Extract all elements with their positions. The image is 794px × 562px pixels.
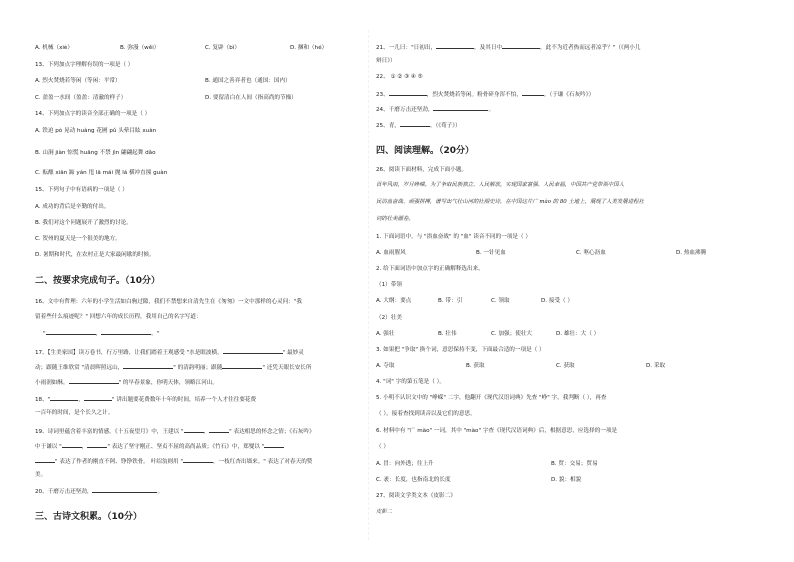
q2-part-2: （2）壮美 bbox=[376, 315, 402, 321]
q2-1-option-c: C. 领取 bbox=[491, 298, 510, 304]
q19-text-1c: " 表达相思的怀念之情；《石灰吟》 bbox=[229, 429, 315, 435]
q6-option-b: B. 贸：交易；贸易 bbox=[551, 461, 598, 467]
q17-text-2b: " 的清韵明丽；跟随 bbox=[173, 365, 223, 371]
q19-line-1 bbox=[35, 427, 315, 436]
q23-blank-1[interactable] bbox=[389, 90, 427, 96]
section-3-title: 三、古诗文积累。（10分） bbox=[35, 512, 143, 522]
q12-option-b: B. 弥漫（wěi） bbox=[120, 45, 160, 51]
q18-line-2: 一百年的时间，是个长久之计。 bbox=[35, 410, 114, 416]
q20-period: 。 bbox=[157, 489, 164, 495]
q23-text-c: 。（于谦《石灰吟》） bbox=[543, 92, 595, 98]
q21-text-1c: ，此不为近者热而远者凉乎？"（《两小儿 bbox=[540, 45, 641, 51]
section-4-title: 四、阅读理解。（20分） bbox=[376, 146, 475, 156]
q1-stem: 1. 下面词语中，与 "浴血奋战" 的 "血" 读音不同的一项是（ ） bbox=[376, 234, 531, 240]
passage-title: 皮影二 bbox=[376, 509, 393, 515]
q2-2-option-d: D. 雄壮：大（ ） bbox=[556, 331, 600, 337]
q19-blank-6[interactable] bbox=[35, 457, 55, 463]
q17-text-3b: " 的早春景象，你明天体，领略江河山。 bbox=[118, 380, 219, 386]
q19-text-3b: ，一枝红杏出墙来。" 表达了对春天的赞 bbox=[212, 459, 313, 465]
q6-option-d: D. 貌：相貌 bbox=[551, 477, 582, 483]
q2-1-option-d: D. 接受（ ） bbox=[541, 298, 574, 304]
q17-text-3: 小雨润如酥， bbox=[35, 380, 69, 386]
q19-blank-4[interactable] bbox=[87, 442, 107, 448]
q3-option-b: B. 获取 bbox=[466, 363, 485, 369]
q16-blank-2[interactable] bbox=[101, 329, 151, 335]
q1-option-c: C. 呕心沥血 bbox=[576, 250, 606, 256]
q23-blank-2[interactable] bbox=[522, 90, 544, 96]
q17-text-1b: " 最妙灵 bbox=[282, 350, 304, 356]
q18-text-1c: " 讲出题要花费数年十年的时间，培养一个人才往往要花费 bbox=[111, 397, 257, 403]
q17-blank-4[interactable] bbox=[69, 378, 119, 384]
q3-stem: 3. 如果把 "争取" 换个词，意思保持不变，下面最合适的一项是（ ） bbox=[376, 347, 545, 353]
q16-line-3: " ， 。" bbox=[43, 331, 160, 337]
q21-line-1 bbox=[376, 43, 641, 52]
q15-option-a: A. 成功的背后是辛勤的付出。 bbox=[35, 204, 110, 210]
q20 bbox=[35, 487, 163, 496]
q19-comma-2: ， bbox=[81, 444, 88, 450]
q14-stem: 14、下列加点字的读音全部正确的一项是（ ） bbox=[35, 111, 151, 117]
q6-line-1: 6. 材料中有 "广 mào" 一词，其中 "mào" 字查《现代汉语词典》后，根据意思，应选择的一项是 bbox=[376, 428, 618, 434]
q16-quote-close: 。" bbox=[151, 331, 160, 337]
q17-text-2: 动；跟随王维欣赏 "清晨晖照远山， bbox=[35, 365, 124, 371]
q12-option-c: C. 复辟（bì） bbox=[205, 45, 240, 51]
q19-line-2 bbox=[35, 442, 284, 451]
q18-blank-2[interactable] bbox=[84, 395, 112, 401]
q21-text-1: 21、一儿曰："日初出， bbox=[376, 45, 437, 51]
q15-option-b: B. 我们对这个问题展开了激烈的讨论。 bbox=[35, 220, 132, 226]
q17-blank-3[interactable] bbox=[222, 363, 262, 369]
q15-option-d: D. 暑期和时代，在农村正是大家最闲歇的时候。 bbox=[35, 252, 155, 258]
q2-stem: 2. 给下面词语中加点字的正确解释选出来。 bbox=[376, 266, 484, 272]
q26-stem: 26、阅读下面材料，完成下面小题。 bbox=[376, 167, 468, 173]
q2-1-option-a: A. 大纲：要点 bbox=[376, 298, 412, 304]
passage-line-1: 百年风雨，岁月峥嵘。为了争取民族独立、人民解放，实现国家富强、人民幸福，中国共产党带领中国人 bbox=[376, 182, 624, 188]
q17-text-1: 17、【生美家国】读万卷书，行万里路，让我们踏着王观感受 "水是眼波横， bbox=[35, 350, 223, 356]
q19-line-3 bbox=[35, 457, 312, 466]
q2-1-option-b: B. 带：引 bbox=[438, 298, 463, 304]
q19-blank-3[interactable] bbox=[62, 442, 82, 448]
q17-blank-2[interactable] bbox=[123, 363, 173, 369]
q19-blank-5[interactable] bbox=[264, 442, 284, 448]
q17-line-2 bbox=[35, 363, 311, 372]
q21-blank-2[interactable] bbox=[502, 43, 540, 49]
q6-option-a: A. 冒：向外透；往上升 bbox=[376, 461, 434, 467]
q14-option-c: C. 酝酿 xiān 踮 yán 甩 lā mái 抛 lá 横冲直撞 guàn bbox=[35, 170, 168, 176]
q6-line-2: （ ） bbox=[376, 444, 389, 450]
q23 bbox=[376, 90, 594, 99]
q24-period: 。 bbox=[488, 107, 495, 113]
q13-option-c: C. 盈盈一水间（盈盈：清澈的样子） bbox=[35, 95, 127, 101]
left-column bbox=[35, 0, 395, 562]
q13-option-a: A. 烈火焚烧若等闲（等闲：平常） bbox=[35, 78, 121, 84]
q19-blank-2[interactable] bbox=[209, 427, 229, 433]
q12-option-a: A. 机械（xiè） bbox=[35, 45, 73, 51]
q19-blank-1[interactable] bbox=[184, 427, 204, 433]
q24 bbox=[376, 105, 494, 114]
q24-blank[interactable] bbox=[433, 105, 488, 111]
q25-text: 25、青， bbox=[376, 123, 400, 129]
q1-option-b: B. 一针见血 bbox=[476, 250, 506, 256]
q17-blank-1[interactable] bbox=[223, 348, 283, 354]
q6-option-c: C. 袤：长度，也指南北的长度 bbox=[376, 477, 451, 483]
q19-text-1: 19、诗词里蕴含着丰富的情感。《十五夜望月》中，王建以 " bbox=[35, 429, 184, 435]
q25 bbox=[376, 121, 461, 130]
q23-text: 23、 bbox=[376, 92, 389, 98]
q2-2-option-a: A. 强壮 bbox=[376, 331, 395, 337]
q20-text: 20、千磨万击还坚劲， bbox=[35, 489, 93, 495]
q15-option-c: C. 贺州的夏天是一个很美的地方。 bbox=[35, 236, 121, 242]
q13-option-d: D. 要留清白在人间（指高尚的节操） bbox=[205, 95, 297, 101]
q5-line-2: （ ），接着查找到读音以及它们的意思。 bbox=[376, 411, 476, 417]
q25-text-b: 。（《荀子》） bbox=[429, 123, 461, 129]
section-2-title: 二、按要求完成句子。（10分） bbox=[35, 276, 161, 286]
q17-text-2c: " 还凭天眼长安长所 bbox=[262, 365, 312, 371]
q23-text-b: ，烈火焚烧若等闲。粉骨碎身浑不怕， bbox=[426, 92, 522, 98]
q16-blank-1[interactable] bbox=[46, 329, 96, 335]
q2-part-1: （1）带领 bbox=[376, 282, 402, 288]
q1-option-a: A. 血雨腥风 bbox=[376, 250, 406, 256]
q14-option-b: B. 山涧 jiàn 惊慌 huāng 不禁 jìn 翩翩起舞 dǎo bbox=[35, 150, 156, 156]
q19-text-2c: " 表达了坚守刚正、坚贞不屈的高尚品质；《竹石》中，郑燮以 " bbox=[107, 444, 265, 450]
q15-stem: 15、下列句子中有语病的一项是（ ） bbox=[35, 187, 128, 193]
q17-line-3 bbox=[35, 378, 218, 387]
q18-text-1: 18、" bbox=[35, 397, 51, 403]
passage-line-3: 词的壮美画卷。 bbox=[376, 216, 414, 222]
q19-text-2: 中于谦以 " bbox=[35, 444, 62, 450]
q17-line-1 bbox=[35, 348, 304, 357]
q5-line-1: 5. 小明不认识文中的 "峥嵘" 二字，他翻开《现代汉语词典》先查 "峥" 字，我判断（ ），再查 bbox=[376, 395, 607, 401]
q16-line-2: 留着些什么痕迹呢？" 回想六年的成长历程，我用自己的名字写道： bbox=[35, 314, 202, 320]
q21-text-1b: ，及其日中 bbox=[474, 45, 503, 51]
q19-blank-7[interactable] bbox=[183, 457, 213, 463]
q21-blank-1[interactable] bbox=[436, 43, 474, 49]
q22: 22、 ① ② ③ ④ ⑤ bbox=[376, 74, 423, 80]
q21-line-2: 辩日》） bbox=[376, 58, 396, 64]
right-column bbox=[376, 0, 736, 562]
q18-line-1 bbox=[35, 395, 256, 404]
q19-comma-1: ， bbox=[203, 429, 210, 435]
q13-option-b: B. 通国之善弈者也（通国：国内） bbox=[205, 78, 291, 84]
passage-line-2: 民浴血奋战、顽强拼搏，谱写出气壮山河的壮丽史诗，在中国这片广 mào 的 80 土地上，展现了人类发展进程社 bbox=[376, 199, 644, 205]
q2-2-option-b: B. 壮伟 bbox=[438, 331, 457, 337]
q16-line-1: 16、文中有哲理：六年的小学生活如白驹过隙，我们不禁想来自清先生在《匆匆》一文中那样的心灵问："我 bbox=[35, 299, 303, 305]
q12-option-d: D. 捆和（hé） bbox=[290, 45, 328, 51]
q2-2-option-c: C. 加强；使壮大 bbox=[491, 331, 533, 337]
q1-option-d: D. 热血沸腾 bbox=[676, 250, 707, 256]
q19-line-4: 美。 bbox=[35, 472, 47, 478]
q3-option-d: D. 采取 bbox=[646, 363, 666, 369]
q18-blank-1[interactable] bbox=[50, 395, 78, 401]
q19-text-3: " 表达了作者的刚直不阿、铮铮铁骨。 叶绍翁则用 " bbox=[55, 459, 183, 465]
q27: 27、阅读文学类文本《皮影二》 bbox=[376, 493, 456, 499]
q16-quote-open: " bbox=[43, 331, 46, 337]
q14-option-a: A. 铁迫 pò 晃动 huàng 花圃 pǔ 头晕目眩 xuàn bbox=[35, 128, 157, 134]
q18-comma: ， bbox=[78, 397, 84, 403]
q24-text: 24、千磨万击还坚劲， bbox=[376, 107, 434, 113]
q3-option-c: C. 获取 bbox=[556, 363, 575, 369]
q20-blank[interactable] bbox=[92, 487, 157, 493]
q3-option-a: A. 夺取 bbox=[376, 363, 395, 369]
q4-stem: 4. "词" 字的第五笔是（ ）。 bbox=[376, 379, 445, 385]
q13-stem: 13、下列加点字理解有误的一项是（ ） bbox=[35, 62, 134, 68]
q25-blank[interactable] bbox=[400, 121, 430, 127]
